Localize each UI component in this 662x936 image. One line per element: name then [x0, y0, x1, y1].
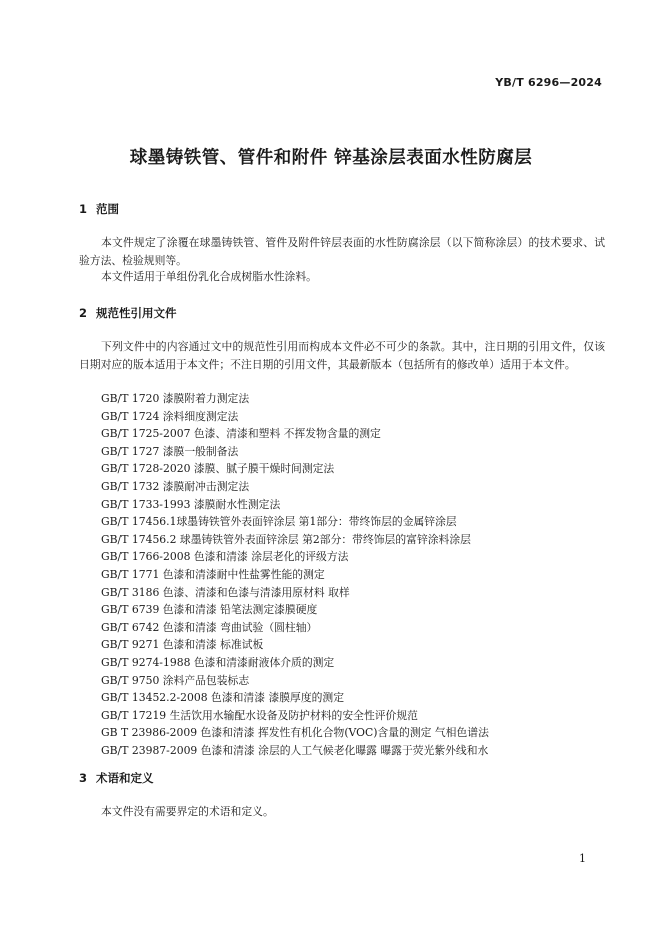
- section-number: 2: [79, 306, 88, 320]
- reference-item: GB/T 1728-2020 漆膜、腻子膜干燥时间测定法: [101, 462, 335, 476]
- section-title: 术语和定义: [96, 771, 154, 785]
- reference-item: GB/T 3186 色漆、清漆和色漆与清漆用原材料 取样: [101, 585, 350, 599]
- reference-item: GB/T 9750 涂料产品包装标志: [101, 673, 250, 687]
- page-number: 1: [579, 852, 586, 865]
- reference-item: GB/T 13452.2-2008 色漆和清漆 漆膜厚度的测定: [101, 691, 345, 705]
- reference-item: GB/T 17456.1球墨铸铁管外表面锌涂层 第1部分：带终饰层的金属锌涂层: [101, 515, 457, 529]
- reference-item: GB/T 1725-2007 色漆、清漆和塑料 不挥发物含量的测定: [101, 427, 381, 441]
- terms-paragraph: 本文件没有需要界定的术语和定义。: [101, 805, 274, 818]
- normative-references-intro: 下列文件中的内容通过文中的规范性引用而构成本文件必不可少的条款。其中，注日期的引用文件，仅该日期对应的版本适用于本文件；不注日期的引用文件，其最新版本（包括所有的修改单）适用于本文件。: [79, 340, 605, 371]
- reference-item: GB T 23986-2009 色漆和清漆 挥发性有机化合物(VOC)含量的测定 气相色谱法: [101, 726, 489, 740]
- section-number: 3: [79, 771, 88, 785]
- reference-item: GB/T 1766-2008 色漆和清漆 涂层老化的评级方法: [101, 550, 349, 564]
- section-title: 范围: [96, 202, 119, 216]
- scope-paragraph-1: 本文件规定了涂覆在球墨铸铁管、管件及附件锌层表面的水性防腐涂层（以下简称涂层）的技术要求、试验方法、检验规则等。: [79, 236, 605, 267]
- section-2-heading: [79, 305, 177, 321]
- reference-item: GB/T 1771 色漆和清漆耐中性盐雾性能的测定: [101, 567, 325, 581]
- reference-item: GB/T 6739 色漆和清漆 铅笔法测定漆膜硬度: [101, 603, 318, 617]
- reference-item: GB/T 1724 涂料细度测定法: [101, 409, 239, 423]
- reference-item: GB/T 9271 色漆和清漆 标准试板: [101, 638, 264, 652]
- section-3-heading: [79, 770, 154, 786]
- reference-item: GB/T 17219 生活饮用水输配水设备及防护材料的安全性评价规范: [101, 708, 418, 722]
- section-number: 1: [79, 202, 88, 216]
- reference-item: GB/T 23987-2009 色漆和清漆 涂层的人工气候老化曝露 曝露于荧光紫外线和水: [101, 743, 489, 757]
- reference-item: GB/T 1727 漆膜一般制备法: [101, 444, 239, 458]
- standard-code: YB/T 6296—2024: [495, 76, 602, 89]
- reference-item: GB/T 1720 漆膜附着力测定法: [101, 392, 250, 405]
- section-1-heading: [79, 201, 119, 217]
- reference-list: [101, 390, 489, 759]
- reference-item: GB/T 17456.2 球墨铸铁管外表面锌涂层 第2部分：带终饰层的富锌涂料涂层: [101, 532, 471, 546]
- scope-paragraph-2: 本文件适用于单组份乳化合成树脂水性涂料。: [101, 270, 317, 283]
- reference-item: GB/T 9274-1988 色漆和清漆耐液体介质的测定: [101, 655, 335, 669]
- reference-item: GB/T 6742 色漆和清漆 弯曲试验（圆柱轴）: [101, 620, 318, 634]
- reference-item: GB/T 1733-1993 漆膜耐水性测定法: [101, 497, 281, 511]
- reference-item: GB/T 1732 漆膜耐冲击测定法: [101, 479, 250, 493]
- section-title: 规范性引用文件: [96, 306, 177, 320]
- document-title: 球墨铸铁管、管件和附件 锌基涂层表面水性防腐层: [129, 148, 533, 168]
